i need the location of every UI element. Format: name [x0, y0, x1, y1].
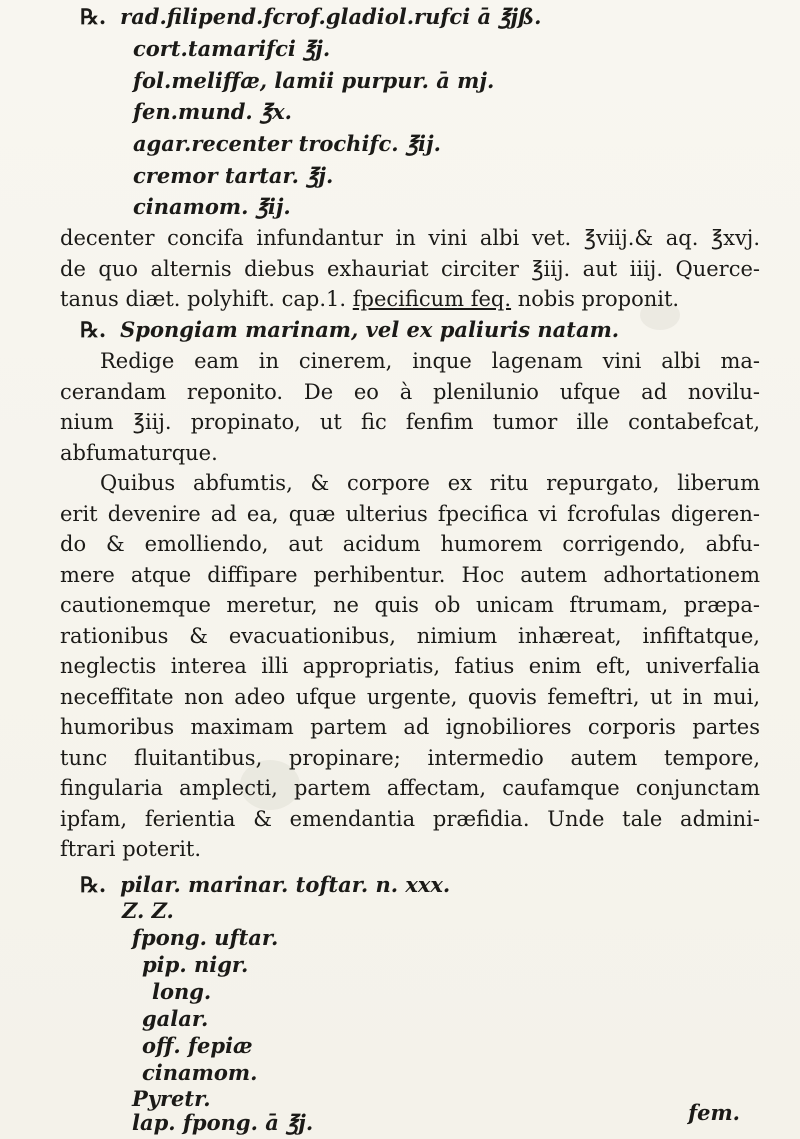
recipe-line: cinamom.	[142, 1060, 258, 1085]
recipe-line: pip. nigr.	[142, 952, 249, 977]
paragraph-line: ftrari poterit.	[60, 837, 202, 861]
paragraph-line: humoribus maximam partem ad ignobiliores corporis partes	[60, 715, 760, 739]
recipe-line: Z. Z.	[122, 898, 174, 923]
paragraph-line: ipfam, ferientia & emendantia præfidia. Unde tale admini-	[60, 806, 760, 831]
paragraph-line: neglectis interea illi appropriatis, fatius enim eft, univerfalia	[60, 654, 760, 678]
recipe-line-text: rad.filipend.fcrof.gladiol.rufci ā ℥jß.	[120, 4, 542, 29]
recipe-symbol: ℞.	[80, 4, 107, 29]
paragraph-line: erit devenire ad ea, quæ ulterius fpecifica vi fcrofulas digeren-	[60, 501, 760, 526]
paragraph-line: decenter concifa infundantur in vini albi vet. ℥viij.& aq. ℥xvj.	[60, 226, 760, 250]
paragraph-line: Redige eam in cinerem, inque lagenam vini albi ma-	[100, 349, 760, 373]
catchword: fem.	[688, 1100, 740, 1125]
recipe-line: cremor tartar. ℥j.	[133, 163, 334, 188]
recipe-line: cinamom. ℥ij.	[133, 194, 291, 219]
recipe-line: fen.mund. ℥x.	[133, 99, 292, 124]
paragraph	[60, 346, 760, 468]
recipe-line-text: pilar. marinar. toftar. n. xxx.	[120, 872, 451, 897]
paragraph-line: tunc fluitantibus, propinare; intermedio autem tempore,	[60, 745, 760, 770]
recipe-line	[80, 315, 619, 345]
paragraph-line: tanus diæt. polyhift. cap.1. fpecificum feq. nobis proponit.	[60, 287, 680, 311]
paragraph-line: neceffitate non adeo ufque urgente, quovis femeftri, ut in mui,	[60, 684, 760, 709]
recipe-line	[80, 2, 541, 32]
recipe-line: agar.recenter trochifc. ℥ij.	[133, 131, 441, 156]
paragraph	[60, 223, 760, 315]
paragraph-line: Quibus abfumtis, & corpore ex ritu repurgato, liberum	[100, 471, 760, 495]
paragraph-line: nium ℥iij. propinato, ut fic fenfim tumor ille contabefcat,	[60, 410, 760, 434]
underlined-text: fpecificum feq.	[352, 287, 512, 311]
recipe-symbol: ℞.	[80, 317, 107, 342]
paragraph-line: fingularia amplecti, partem affectam, caufamque conjunctam	[60, 776, 760, 800]
recipe-line: off. fepiæ	[142, 1033, 253, 1058]
recipe-line: cort.tamarifci ℥j.	[133, 36, 331, 61]
paragraph-line: cerandam reponito. De eo à plenilunio ufque ad novilu-	[60, 379, 760, 404]
recipe-line: galar.	[142, 1006, 209, 1031]
paragraph-line: de quo alternis diebus exhauriat circiter ℥iij. aut iiij. Querce-	[60, 256, 760, 281]
recipe-line: long.	[152, 979, 212, 1004]
paragraph-line: rationibus & evacuationibus, nimium inhæreat, infiftatque,	[60, 623, 760, 648]
recipe-line: Pyretr.	[132, 1086, 211, 1111]
recipe-line: fpong. uftar.	[132, 925, 279, 950]
recipe-line-text: Spongiam marinam, vel ex paliuris natam.	[120, 317, 620, 342]
recipe-symbol: ℞.	[80, 872, 107, 897]
paragraph-line: abfumaturque.	[60, 440, 218, 465]
recipe-line: lap. fpong. ā ℥j.	[132, 1110, 314, 1135]
paragraph-line: cautionemque meretur, ne quis ob unicam ftrumam, præpa-	[60, 593, 760, 617]
recipe-line: fol.meliffæ, lamii purpur. ā mj.	[133, 68, 495, 93]
paragraph-line: do & emolliendo, aut acidum humorem corrigendo, abfu-	[60, 532, 760, 556]
paragraph-line: mere atque diffipare perhibentur. Hoc autem adhortationem	[60, 562, 760, 587]
paragraph	[60, 468, 760, 865]
